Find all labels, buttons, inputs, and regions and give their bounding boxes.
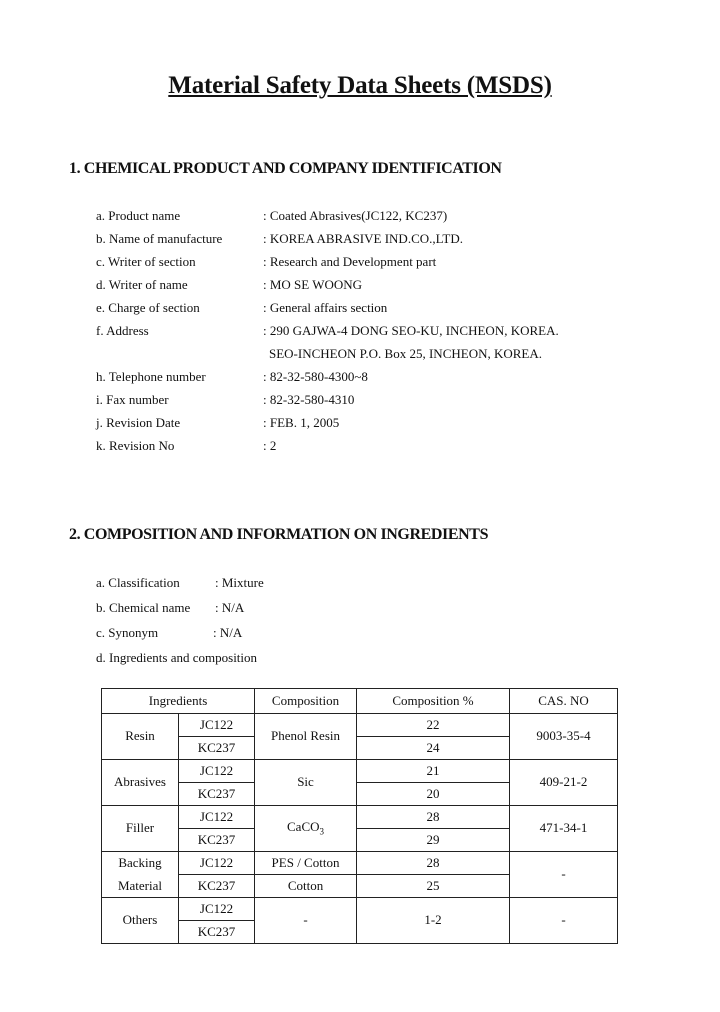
field-label-charge-section: e. Charge of section [96,300,200,315]
ingredient-group-cell: Abrasives [102,760,179,806]
field-value-revision-date: : FEB. 1, 2005 [263,415,340,430]
field-label-fax: i. Fax number [96,392,169,407]
field-label-address: f. Address [96,323,149,338]
field-label-revision-date: j. Revision Date [96,415,181,430]
field-value-writer-section: : Research and Development part [263,254,437,269]
ingredient-group-cell: Material [102,875,179,898]
composition-subscript: 3 [319,826,325,837]
field-label-writer-name: d. Writer of name [96,277,188,292]
table-row [102,714,618,737]
ingredient-group-cell: Others [102,898,179,944]
field-label-classification: a. Classification [96,575,180,590]
percent-cell: 28 [357,806,510,829]
table-header-row [102,689,618,714]
table-row [102,898,618,921]
cas-cell: 9003-35-4 [510,714,618,760]
field-label-manufacturer: b. Name of manufacture [96,231,223,246]
field-value-manufacturer: : KOREA ABRASIVE IND.CO.,LTD. [263,231,463,246]
grade-cell: JC122 [179,806,255,829]
cas-cell: 471-34-1 [510,806,618,852]
ingredient-group-cell: Backing [102,852,179,875]
field-value-address-line2: SEO-INCHEON P.O. Box 25, INCHEON, KOREA. [269,346,542,361]
field-value-product-name: : Coated Abrasives(JC122, KC237) [263,208,448,223]
table-header-cell: Composition [255,689,357,714]
ingredient-group-cell: Filler [102,806,179,852]
grade-cell: JC122 [179,898,255,921]
grade-cell: JC122 [179,714,255,737]
field-value-chemical-name: : N/A [215,600,245,615]
grade-cell: KC237 [179,783,255,806]
table-header-cell: Ingredients [102,689,255,714]
grade-cell: KC237 [179,829,255,852]
percent-cell: 1-2 [357,898,510,944]
ingredients-table [101,688,618,944]
field-value-address: : 290 GAJWA-4 DONG SEO-KU, INCHEON, KOREA. [263,323,559,338]
grade-cell: JC122 [179,760,255,783]
grade-cell: KC237 [179,875,255,898]
cas-cell: 409-21-2 [510,760,618,806]
grade-cell: KC237 [179,737,255,760]
field-label-writer-section: c. Writer of section [96,254,196,269]
composition-cell: PES / Cotton [255,852,357,875]
field-value-fax: : 82-32-580-4310 [263,392,355,407]
composition-cell: Cotton [255,875,357,898]
percent-cell: 29 [357,829,510,852]
document-title: Material Safety Data Sheets (MSDS) [168,72,552,99]
table-header-cell: Composition % [357,689,510,714]
table-row [102,760,618,783]
percent-cell: 25 [357,875,510,898]
cas-cell: - [510,898,618,944]
grade-cell: KC237 [179,921,255,944]
field-value-synonym: : N/A [213,625,243,640]
field-label-telephone: h. Telephone number [96,369,206,384]
section-2-heading: 2. COMPOSITION AND INFORMATION ON INGREDIENTS [69,526,489,543]
field-label-ingredients: d. Ingredients and composition [96,650,258,665]
field-label-revision-no: k. Revision No [96,438,175,453]
composition-formula: CaCO [287,819,320,835]
field-label-chemical-name: b. Chemical name [96,600,191,615]
field-value-charge-section: : General affairs section [263,300,388,315]
table-header-cell: CAS. NO [510,689,618,714]
composition-cell: Phenol Resin [255,714,357,760]
composition-cell: - [255,898,357,944]
table-row [102,806,618,829]
field-label-synonym: c. Synonym [96,625,159,640]
percent-cell: 28 [357,852,510,875]
field-value-revision-no: : 2 [263,438,277,453]
composition-cell: Sic [255,760,357,806]
field-value-classification: : Mixture [215,575,264,590]
field-value-telephone: : 82-32-580-4300~8 [263,369,368,384]
percent-cell: 21 [357,760,510,783]
percent-cell: 24 [357,737,510,760]
percent-cell: 22 [357,714,510,737]
field-value-writer-name: : MO SE WOONG [263,277,363,292]
cas-cell: - [510,852,618,898]
grade-cell: JC122 [179,852,255,875]
table-row [102,852,618,875]
field-label-product-name: a. Product name [96,208,181,223]
percent-cell: 20 [357,783,510,806]
section-1-heading: 1. CHEMICAL PRODUCT AND COMPANY IDENTIFICATION [69,160,502,177]
composition-cell [255,806,357,852]
ingredient-group-cell: Resin [102,714,179,760]
